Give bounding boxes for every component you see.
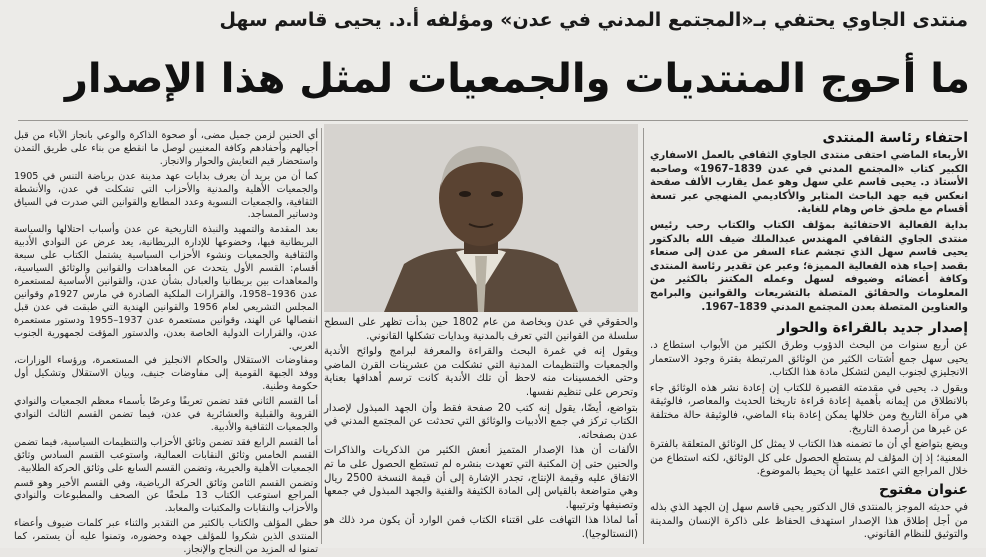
section-title-open-address: عنوان مفتوح	[878, 481, 968, 498]
portrait-illustration	[324, 124, 638, 312]
headline-divider	[18, 120, 968, 121]
section-middle	[324, 316, 638, 546]
article-kicker: منتدى الجاوي يحتفي بـ«المجتمع المدني في عدن» ومؤلفه أ.د. يحيى قاسم سهل	[219, 9, 968, 31]
paragraph: أما القسم الرابع فقد تضمن وثائق الأحزاب والتنظيمات السياسية، فيما تضمن القسم الخامس وثائق النقابات العمالية، واستوعب القسم السادس وثائق الجمعيات الأهلية والخيرية، وتضمن القسم السابع على وثائق الحركة الطلابية.	[14, 436, 318, 474]
paragraph: أما لماذا هذا التهافت على اقتناء الكتاب فمن الوارد أن يكون مرد ذلك هو (النستالوجيا).	[324, 515, 638, 540]
paragraph: حظي المؤلف والكتاب بالكثير من التقدير والثناء عبر كلمات ضيوف وأعضاء المنتدى الذين شكروا للمؤلف جهده وحضوره، وتمنوا عليه أن يستمر، كما تمنوا له المزيد من النجاح والإنجاز.	[14, 518, 318, 556]
section-new-release	[650, 318, 968, 546]
paragraph: ويقول إنه في غمرة البحث والقراءة والمعرفة لبرامج ولوائح الأندية والجمعيات والتنظيمات المدنية التي تشكلت من عشرينات القرن الماضي وحتى الخمسينات منه لاحظ أن تلك الأندية كانت ترسم أهدافها بعناية وتحرص على تنظيم نفسها.	[324, 346, 638, 398]
section-title-celebration: احتفاء رئاسة المنتدى	[822, 130, 968, 146]
paragraph: بداية الفعالية الاحتفائية بمؤلف الكتاب والكتاب رحب رئيس منتدى الجاوي الثقافي المهندس عبدالملك ضيف الله بالدكتور يحيى قاسم سهل الذي تجشم عناء السفر من عدن إلى صنعاء بقصد إحياء هذه الفعالية المميزة؛ وعبر عن تقدير رئاسة المنتدى وكافة أعضائه وضيوفه لسهل وعمله المكتنز بالكثير من المعلومات والحقائق المتصلة بالتشريعات والقوانين والبرامج والعناوين المتصلة بعدن المجتمع المدني 1839–1967.	[650, 219, 968, 313]
paragraph: كما أن من يريد أن يعرف بدايات عهد مدينة عدن برياضة التنس في 1905 والجمعيات الأهلية والمدنية والأحزاب التي تشكلت في عدن، والأنشطة الثقافية، والجمعيات النسوية وعدد المطابع والقوانين التي صدرت في السياق ودساتير المساجد.	[14, 170, 318, 221]
paragraph: وتضمن القسم الثامن وثائق الحركة الرياضية، وفي القسم الأخير وهو قسم المراجع استوعب الكتاب 13 ملحقًا عن الصحف والمطبوعات والنوادي والأحزاب والنقابات والمكتبات والمعابد.	[14, 477, 319, 515]
paragraph: ويضع بتواضع أي أن ما تضمنه هذا الكتاب لا يمثل كل الوثائق المتعلقة بالفترة المعنية؛ إذ إن المؤلف لم يستطع الحصول على كل الوثائق، لكنه استطاع من خلال المراجع التي اعتمد عليها أن يحيط بالموضوع.	[650, 439, 968, 478]
paragraph: ويقول د. يحيى في مقدمته القصيرة للكتاب إن إعادة نشر هذه الوثائق جاء بالانطلاق من إيمانه بأهمية إعادة قراءة تاريخنا الحديث والمعاصر، فالوثيقة هي مرآة التاريخ ومن خلالها يمكن إعادة بناء الماضي، فالوثيقة حالة مختلفة عن غيرها من أرصدة التاريخ.	[650, 382, 968, 435]
section-celebration	[650, 128, 968, 318]
paragraph: الألفات أن هذا الإصدار المتميز أنعش الكثير من الذكريات والذاكرات والحنين حتى إن المكتبة التي تعهدت بنشره لم تستطع الحصول على ما تم الاتفاق عليه وقيمة الإنتاج، تجدر الإشارة إلى أن قيمة النسخة 2500 ريال وهي متواضعة بالقياس إلى المادة الكثيفة والفنية والجهد المبذول في جمعها وتصنيفها وترتيبها.	[324, 445, 638, 511]
author-portrait-photo	[324, 124, 638, 312]
section-title-new-release: إصدار جديد بالقراءة والحوار	[777, 320, 968, 336]
column-divider-right	[643, 128, 644, 544]
paragraph: عن أربع سنوات من البحث الدؤوب وطرق الكثير من الأبواب استطاع د. يحيى سهل جمع أشتات الكثير من الوثائق المرتبطة بفترة وجود الاستعمار الانجليزي لجنوب اليمن لتشكل مادة هذا الكتاب.	[650, 340, 968, 379]
section-left	[14, 130, 319, 556]
paragraph: ومفاوضات الاستقلال والحكام الانجليز في المستعمرة، ورؤساء الوزارات، ووفد الجبهة القومية إلى مفاوضات جنيف، وبيان الاستقلال وتشكيل أول حكومة وطنية.	[14, 355, 318, 393]
paragraph: الأربعاء الماضي احتفى منتدى الجاوي الثقافي بالعمل الاسفاري الكبير كتاب «المجتمع المدني في عدن 1839–1967» وصاحبه الأستاذ د. يحيى قاسم علي سهل وهو عمل يقارب الألف صفحة انعكس فيه جهد الباحث المثابر والأكاديمي المنهجي عبر تسعة أقسام مع ملحق خاص وهام للغاية.	[650, 150, 968, 216]
paragraph: والحقوقي في عدن وبخاصة من عام 1802 حين بدأت تظهر على السطح سلسلة من القوانين التي تعرف بالمدنية وبدايات تشكلها القانوني.	[324, 317, 638, 342]
paragraph: بتواضع، أيضًا، يقول إنه كتب 20 صفحة فقط وأن الجهد المبذول لإصدار الكتاب تركز في جمع الأدبيات والوثائق التي تحدثت عن المجتمع المدني في عدن بصفحاته.	[324, 402, 638, 441]
paragraph: أما القسم الثاني فقد تضمن تعريفًا وعرضًا بأسماء معظم الجمعيات والنوادي القروية والقبلية والعشائرية في عدن، فيما تضمن القسم الثالث النوادي والجمعيات الثقافية والأدبية.	[14, 396, 318, 433]
paragraph: أي الحنين لزمن جميل مضى، أو صحوة الذاكرة والوعي بانجاز الآباء من قبل أجيالهم وأحفادهم وكافة المعنيين لوصل ما انقطع من بناء على طريق التمدن واستحضار قيم التعايش والحوار والانجاز.	[14, 130, 318, 167]
paragraph: في حديثه الموجز بالمنتدى قال الدكتور يحيى قاسم سهل إن الجهد الذي بذله من أجل إطلاق هذا الإصدار استهدف الحفاظ على ذاكرة الإنسان والمدينة والتوثيق للنظام القانوني.	[650, 501, 968, 541]
paragraph: بعد المقدمة والتمهيد والنبذة التاريخية عن عدن وأسباب احتلالها والسياسة البريطانية فيها، وخضوعها للإدارة البريطانية، يعد عرض عن النوادي الأدبية والثقافية والجمعيات ونشوء الأحزاب السياسية يشتمل الكتاب على سبعة أقسام: القسم الأول يتحدث عن المعاهدات والقوانين والوثائق السياسية، والمعاهدات بين بريطانيا والعبادل بشأن عدن، والقوانين الأساسية لمستعمرة عدن 1936–1958، والقرارات الملكية الصادرة في مارس 1927م وقوانين المجلس التشريعي لعام 1956 والقوانين الهندية التي طبقت في عدن قبل انفصالها عن الهند، وقوانين مستعمرة عدن 1937–1955 ودستور مستعمرة عدن، والقرارات الدولية الخاصة بعدن، والدستور المؤقت لجمهورية الجنوب العربي.	[14, 224, 319, 352]
article-headline: ما أحوج المنتديات والجمعيات لمثل هذا الإصدار	[64, 56, 970, 102]
column-divider-left	[321, 128, 322, 544]
